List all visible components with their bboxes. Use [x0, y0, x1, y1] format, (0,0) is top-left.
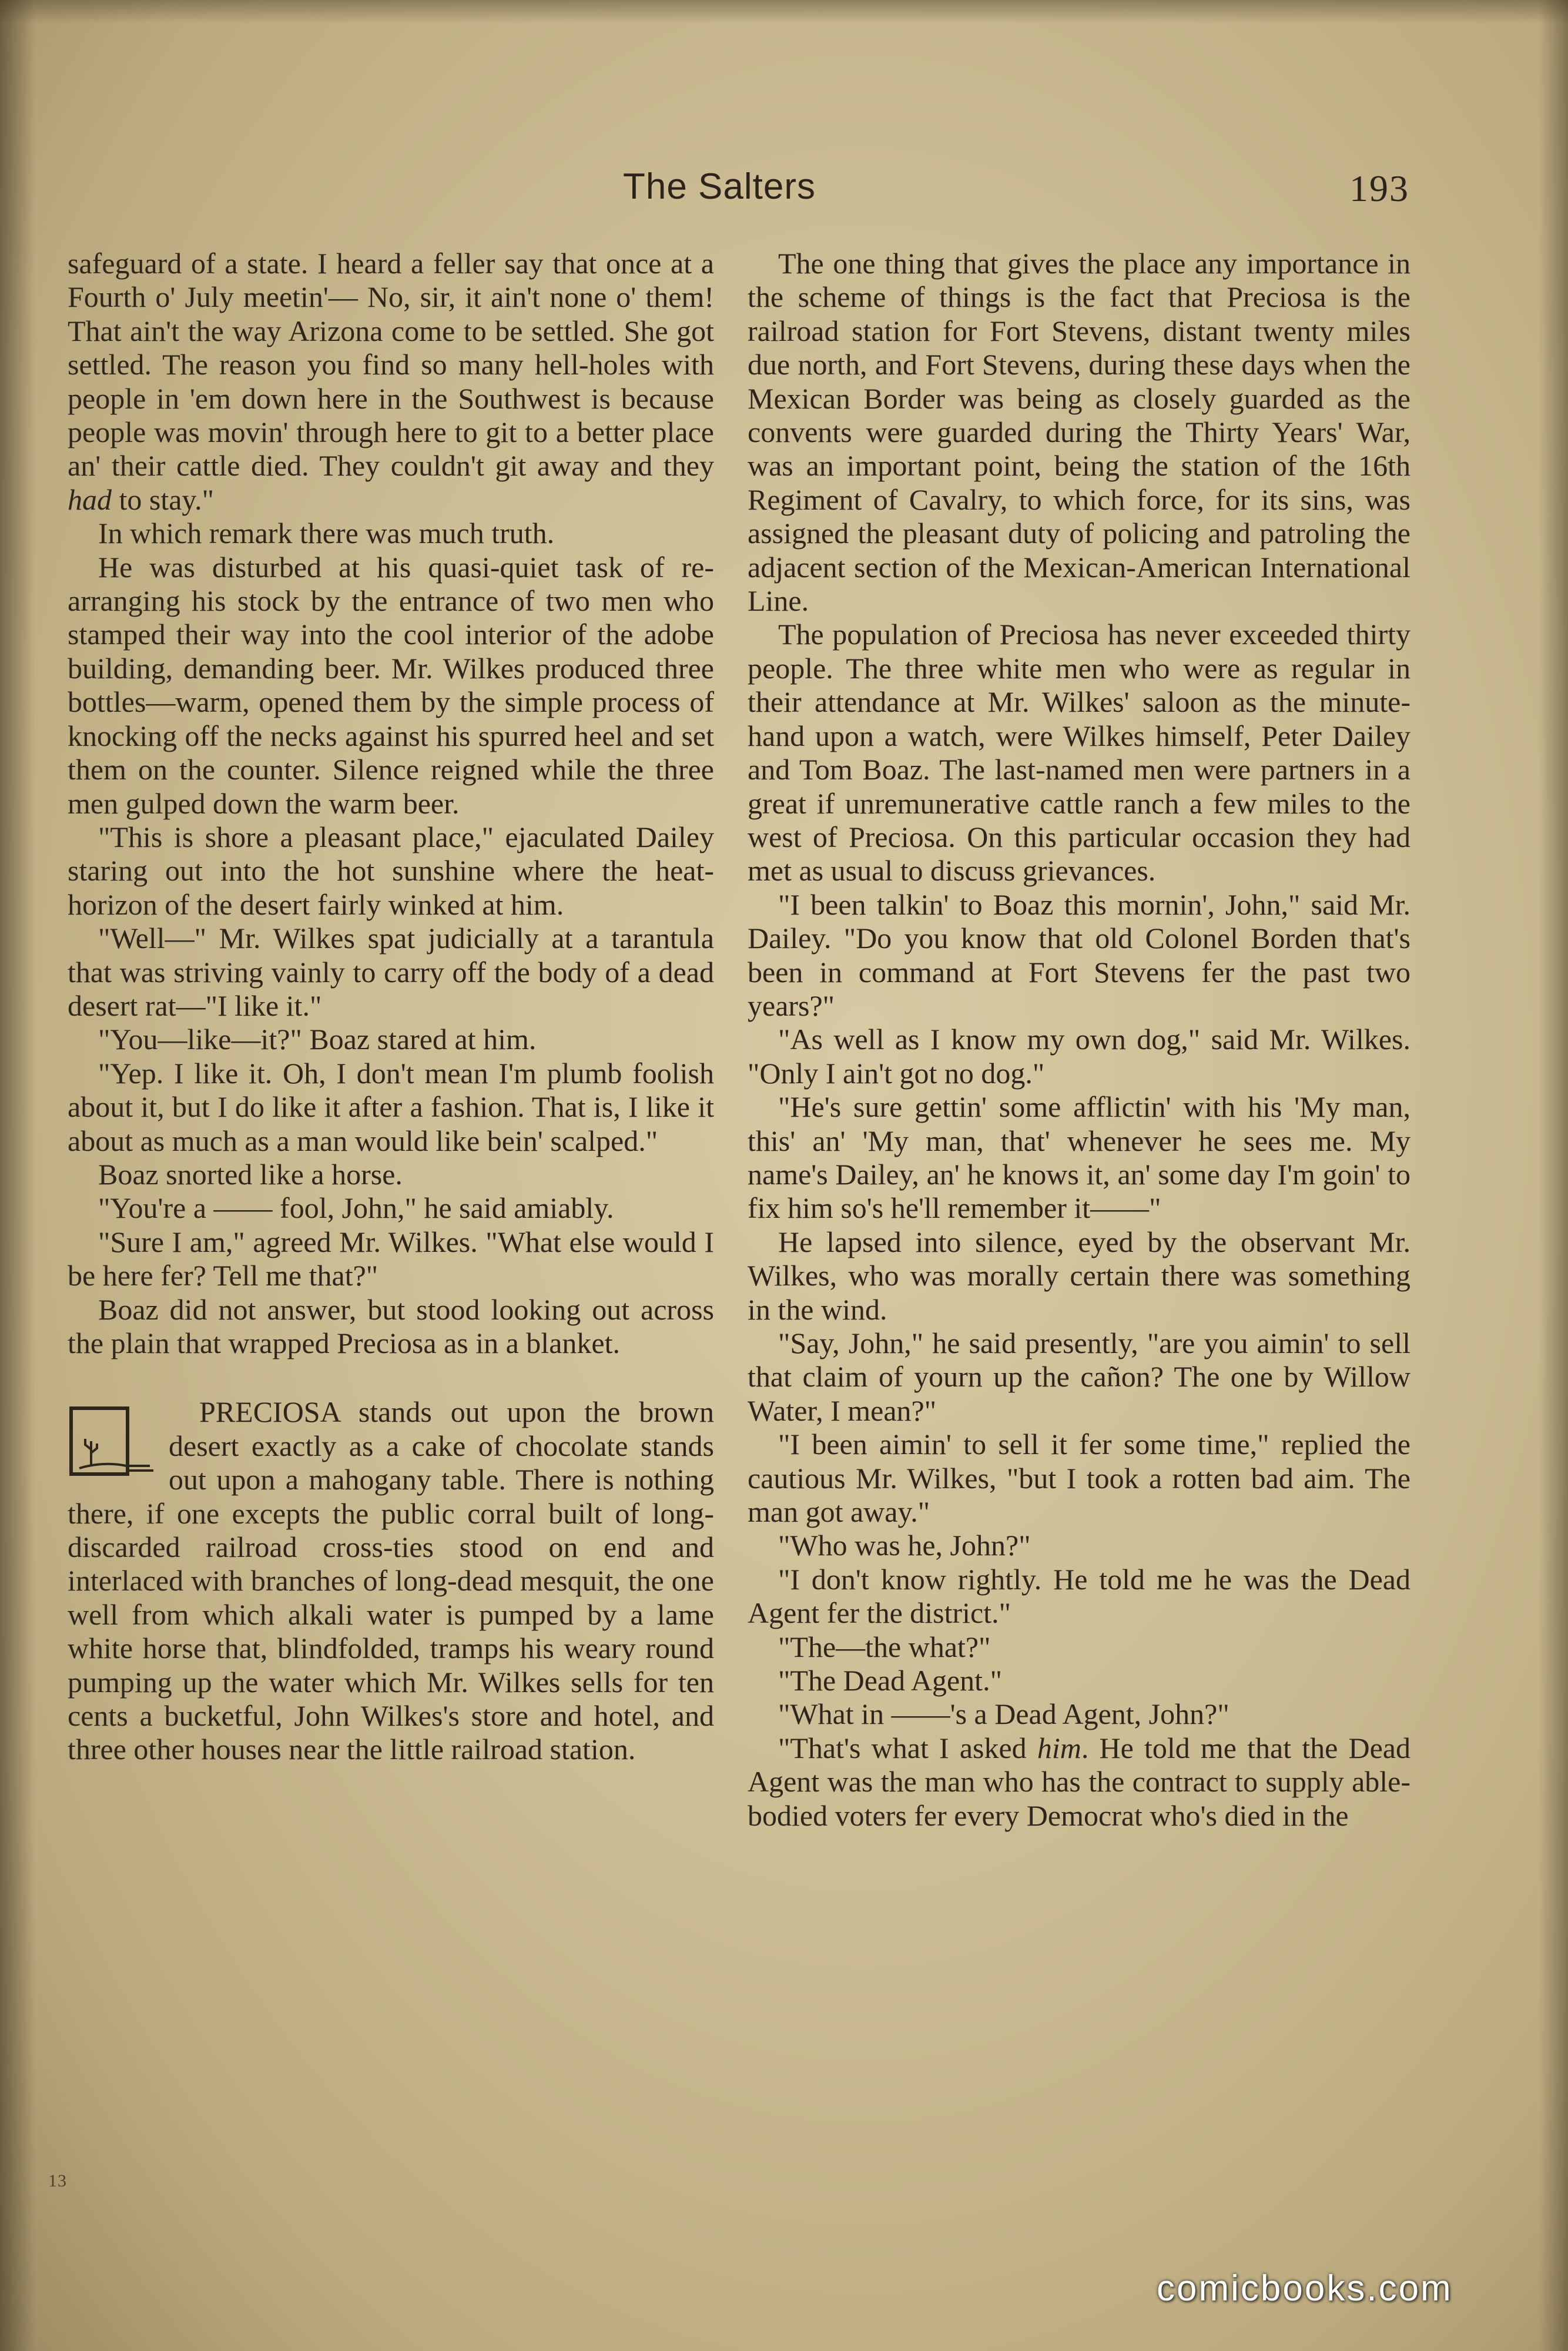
paragraph: "Sure I am," agreed Mr. Wilkes. "What else would I be here fer? Tell me that?" — [68, 1225, 714, 1292]
paragraph-text: "That's what I asked — [778, 1731, 1037, 1764]
paragraph: "Who was he, John?" — [778, 1529, 1031, 1562]
right-column — [748, 247, 1410, 1833]
paragraph: "Say, John," he said presently, "are you aimin' to sell that claim of yourn up the cañon? The one by Willow Water, I mean?" — [748, 1327, 1410, 1427]
paragraph: He was disturbed at his quasi-quiet task of re-arranging his stock by the entrance of two men who stamped their way into the cool interior of the adobe building, demanding beer. Mr. Wilkes produced three bottles—warm, opened them by the simple process of knocking off the necks against his spurred heel and set them on the counter. Silence reigned while the three men gulped down the warm beer. — [68, 550, 714, 820]
signature-mark: 13 — [48, 2171, 67, 2191]
page-edge-shadow-left — [0, 0, 35, 2351]
paragraph — [748, 1732, 1410, 1833]
site-watermark: comicbooks.com — [1157, 2268, 1453, 2309]
paragraph: The one thing that gives the place any importance in the scheme of things is the fact that Preciosa is the railroad station for Fort Stevens, distant twenty miles due north, and Fort Stevens, during these days when the Mexican Border was being as closely guarded as the convents were guarded during the Thirty Years' War, was an important point, being the station of the 16th Regiment of Cavalry, to which force, for its sins, was assigned the pleasant duty of policing and patroling the adjacent section of the Mexican-American International Line. — [748, 247, 1410, 618]
paragraph: "I been talkin' to Boaz this mornin', John," said Mr. Dailey. "Do you know that old Colonel Borden that's been in command at Fort Stevens fer the past two years?" — [748, 888, 1410, 1022]
emphasis-text: had — [68, 483, 112, 516]
paragraph: He lapsed into silence, eyed by the observant Mr. Wilkes, who was morally certain there was something in the wind. — [748, 1225, 1410, 1326]
paragraph: "I don't know rightly. He told me he was the Dead Agent fer the district." — [748, 1562, 1410, 1630]
paragraph-text: safeguard of a state. I heard a feller say that once at a Fourth o' July meetin'— No, sir, it ain't none o' them! That ain't the way Arizona come to be settled. She got settled. The reason you find so many hell-holes with people in 'em down here in the Southwest is because people was movin' through here to git to a better place an' their cattle died. They couldn't git away and they — [68, 247, 714, 483]
emphasis-text: him — [1037, 1731, 1081, 1764]
paragraph: "What in ——'s a Dead Agent, John?" — [778, 1697, 1229, 1731]
paragraph: The population of Preciosa has never exceeded thirty people. The three white men who were as regular in their attendance at Mr. Wilkes' saloon as the minute-hand upon a watch, were Wilkes himself, Peter Dailey and Tom Boaz. The last-named men were partners in a great if unremunerative cattle ranch a few miles to the west of Preciosa. On this particular occasion they had met as usual to discuss grievances. — [748, 618, 1410, 888]
paragraph: In which remark there was much truth. — [98, 517, 555, 550]
paragraph: Boaz did not answer, but stood looking out across the plain that wrapped Preciosa as in a blanket. — [68, 1292, 714, 1359]
paragraph: "He's sure gettin' some afflictin' with his 'My man, this' an' 'My man, that' whenever he sees me. My name's Dailey, an' he knows it, an' some day I'm goin' to fix him so's he'll remember it——" — [748, 1090, 1410, 1225]
section-break — [68, 1360, 714, 1395]
paragraph-text: . He told me that the Dead Agent was the man who has the contract to supply able-bodied voters fer every Democrat who's died in the — [748, 1731, 1410, 1832]
paragraph: "You—like—it?" Boaz stared at him. — [98, 1023, 537, 1056]
section-lead-word: PRECIOSA — [199, 1395, 340, 1429]
paragraph — [68, 247, 714, 517]
paragraph: "As well as I know my own dog," said Mr. Wilkes. "Only I ain't got no dog." — [748, 1023, 1410, 1090]
paragraph: "Yep. I like it. Oh, I don't mean I'm plumb foolish about it, but I do like it after a fashion. That is, I like it about as much as a man would like bein' scalped." — [68, 1056, 714, 1157]
running-title: The Salters — [623, 166, 816, 207]
paragraph: "This is shore a pleasant place," ejaculated Dailey staring out into the hot sunshine where the heat-horizon of the desert fairly winked at him. — [68, 820, 714, 921]
paragraph: "You're a —— fool, John," he said amiably. — [98, 1191, 614, 1225]
paragraph-text: to stay." — [112, 483, 215, 516]
section-opening-paragraph — [68, 1395, 714, 1766]
page-number: 193 — [1349, 168, 1409, 209]
desert-scene-ornament-icon — [68, 1400, 156, 1488]
paragraph: "The Dead Agent." — [778, 1664, 1002, 1697]
paragraph-text: stands out upon the brown desert exactly as a cake of chocolate stands out upon a mahogany table. There is nothing there, if one excepts the public corral built of long-discarded railroad cross-ties stood on end and interlaced with branches of long-dead mesquit, the one well from which alkali water is pumped by a lame white horse that, blindfolded, tramps his weary round pumping up the water which Mr. Wilkes sells for ten cents a bucketful, John Wilkes's store and hotel, and three other houses near the little railroad station. — [68, 1395, 714, 1766]
paragraph: Boaz snorted like a horse. — [98, 1157, 403, 1191]
paragraph: "The—the what?" — [778, 1630, 991, 1663]
paragraph: "I been aimin' to sell it fer some time," replied the cautious Mr. Wilkes, "but I took a rotten bad aim. The man got away." — [748, 1428, 1410, 1529]
left-column — [68, 247, 714, 1767]
paragraph: "Well—" Mr. Wilkes spat judicially at a tarantula that was striving vainly to carry off the body of a dead desert rat—"I like it." — [68, 922, 714, 1022]
page-edge-shadow-top — [0, 0, 1568, 24]
page-edge-shadow-right — [1539, 0, 1568, 2351]
